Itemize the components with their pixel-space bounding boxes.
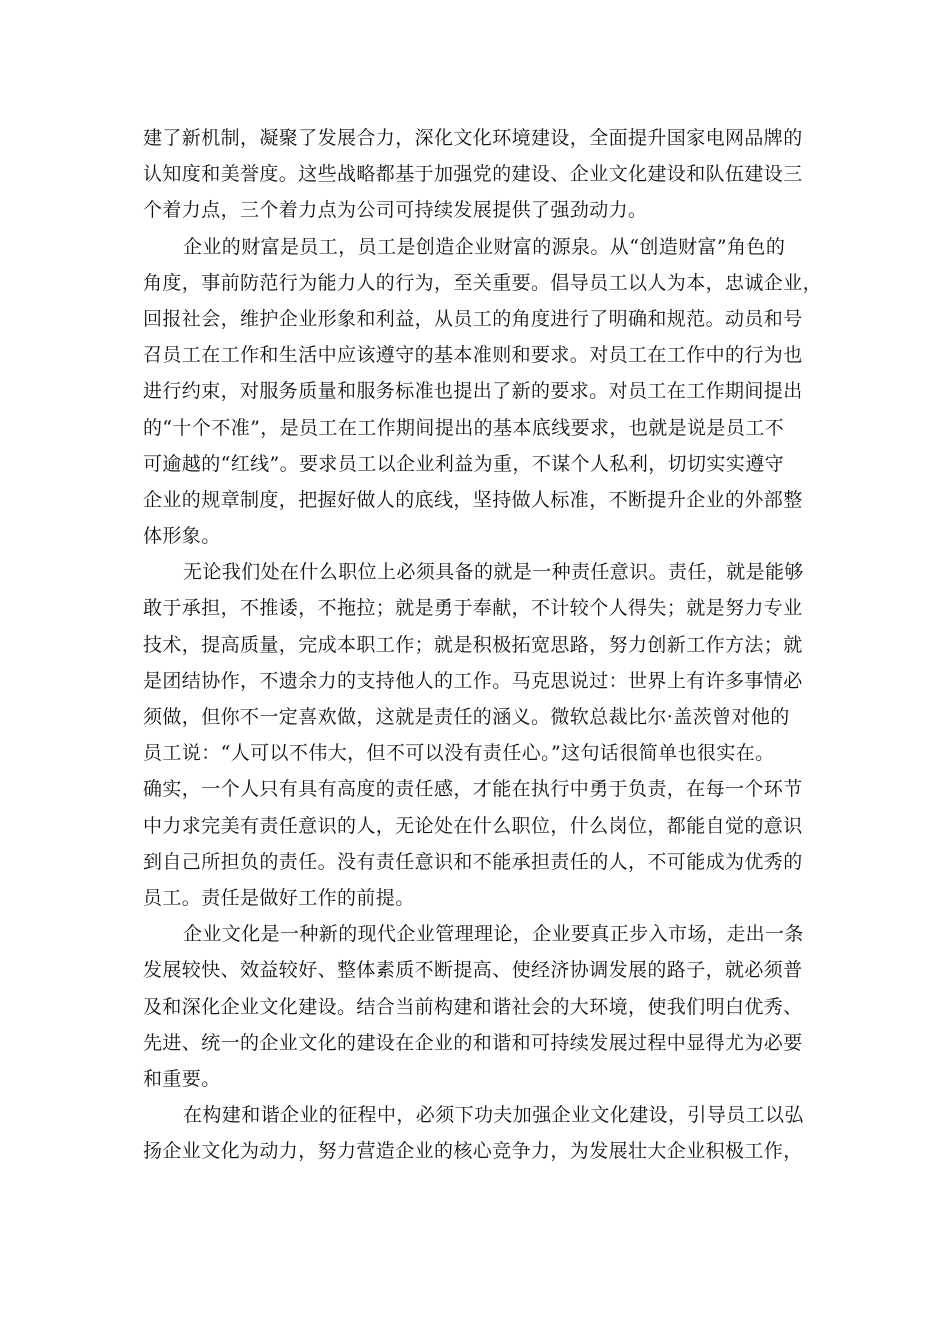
paragraph-first-line: 企业文化是一种新的现代企业管理理论，企业要真正步入市场，走出一条	[183, 923, 804, 946]
document-body	[143, 120, 823, 1169]
paragraph-first-line: 在构建和谐企业的征程中，必须下功夫加强企业文化建设，引导员工以弘	[183, 1104, 804, 1127]
text-line: 到自己所担负的责任。没有责任意识和不能承担责任的人，不可能成为优秀的	[143, 850, 803, 873]
text-line: 回报社会，维护企业形象和利益，从员工的角度进行了明确和规范。动员和号	[143, 307, 803, 330]
text-line: 技术，提高质量，完成本职工作；就是积极拓宽思路，努力创新工作方法；就	[143, 633, 803, 656]
text-line: 确实，一个人只有具有高度的责任感，才能在执行中勇于负责，在每一个环节	[143, 778, 803, 801]
text-line: 体形象。	[143, 525, 221, 548]
text-line: 和重要。	[143, 1067, 221, 1090]
text-line: 进行约束，对服务质量和服务标准也提出了新的要求。对员工在工作期间提出	[143, 380, 803, 403]
text-line: 先进、统一的企业文化的建设在企业的和谐和可持续发展过程中显得尤为必要	[143, 1031, 803, 1054]
text-line: 角度，事前防范行为能力人的行为，至关重要。倡导员工以人为本，忠诚企业，	[143, 271, 823, 294]
text-line: 认知度和美誉度。这些战略都基于加强党的建设、企业文化建设和队伍建设三	[143, 163, 803, 186]
text-line: 的“十个不准”，是员工在工作期间提出的基本底线要求，也就是说是员工不	[143, 416, 785, 439]
text-line: 敢于承担，不推诿，不拖拉；就是勇于奉献，不计较个人得失；就是努力专业	[143, 597, 803, 620]
text-line: 个着力点，三个着力点为公司可持续发展提供了强劲动力。	[143, 199, 648, 222]
text-line: 及和深化企业文化建设。结合当前构建和谐社会的大环境，使我们明白优秀、	[143, 995, 803, 1018]
text-line: 建了新机制，凝聚了发展合力，深化文化环境建设，全面提升国家电网品牌的	[143, 127, 803, 149]
text-line: 企业的规章制度，把握好做人的底线，坚持做人标准，不断提升企业的外部整	[143, 488, 803, 511]
text-line: 员工说：“人可以不伟大，但不可以没有责任心。”这句话很简单也很实在。	[143, 742, 775, 765]
text-line: 可逾越的“红线”。要求员工以企业利益为重，不谋个人私利，切切实实遵守	[143, 452, 785, 475]
text-line: 员工。责任是做好工作的前提。	[143, 886, 415, 909]
text-line: 召员工在工作和生活中应该遵守的基本准则和要求。对员工在工作中的行为也	[143, 344, 803, 367]
text-line: 须做，但你不一定喜欢做，这就是责任的涵义。微软总裁比尔·盖茨曾对他的	[143, 706, 790, 728]
paragraph-first-line: 无论我们处在什么职位上必须具备的就是一种责任意识。责任，就是能够	[183, 561, 804, 584]
paragraph-first-line: 企业的财富是员工，员工是创造企业财富的源泉。从“创造财富”角色的	[183, 235, 786, 258]
text-line: 是团结协作，不遗余力的支持他人的工作。马克思说过：世界上有许多事情必	[143, 669, 803, 692]
text-line: 扬企业文化为动力，努力营造企业的核心竞争力，为发展壮大企业积极工作，	[143, 1140, 803, 1163]
text-line: 发展较快、效益较好、整体素质不断提高、使经济协调发展的路子，就必须普	[143, 959, 803, 982]
text-line: 中力求完美有责任意识的人，无论处在什么职位，什么岗位，都能自觉的意识	[143, 814, 803, 837]
